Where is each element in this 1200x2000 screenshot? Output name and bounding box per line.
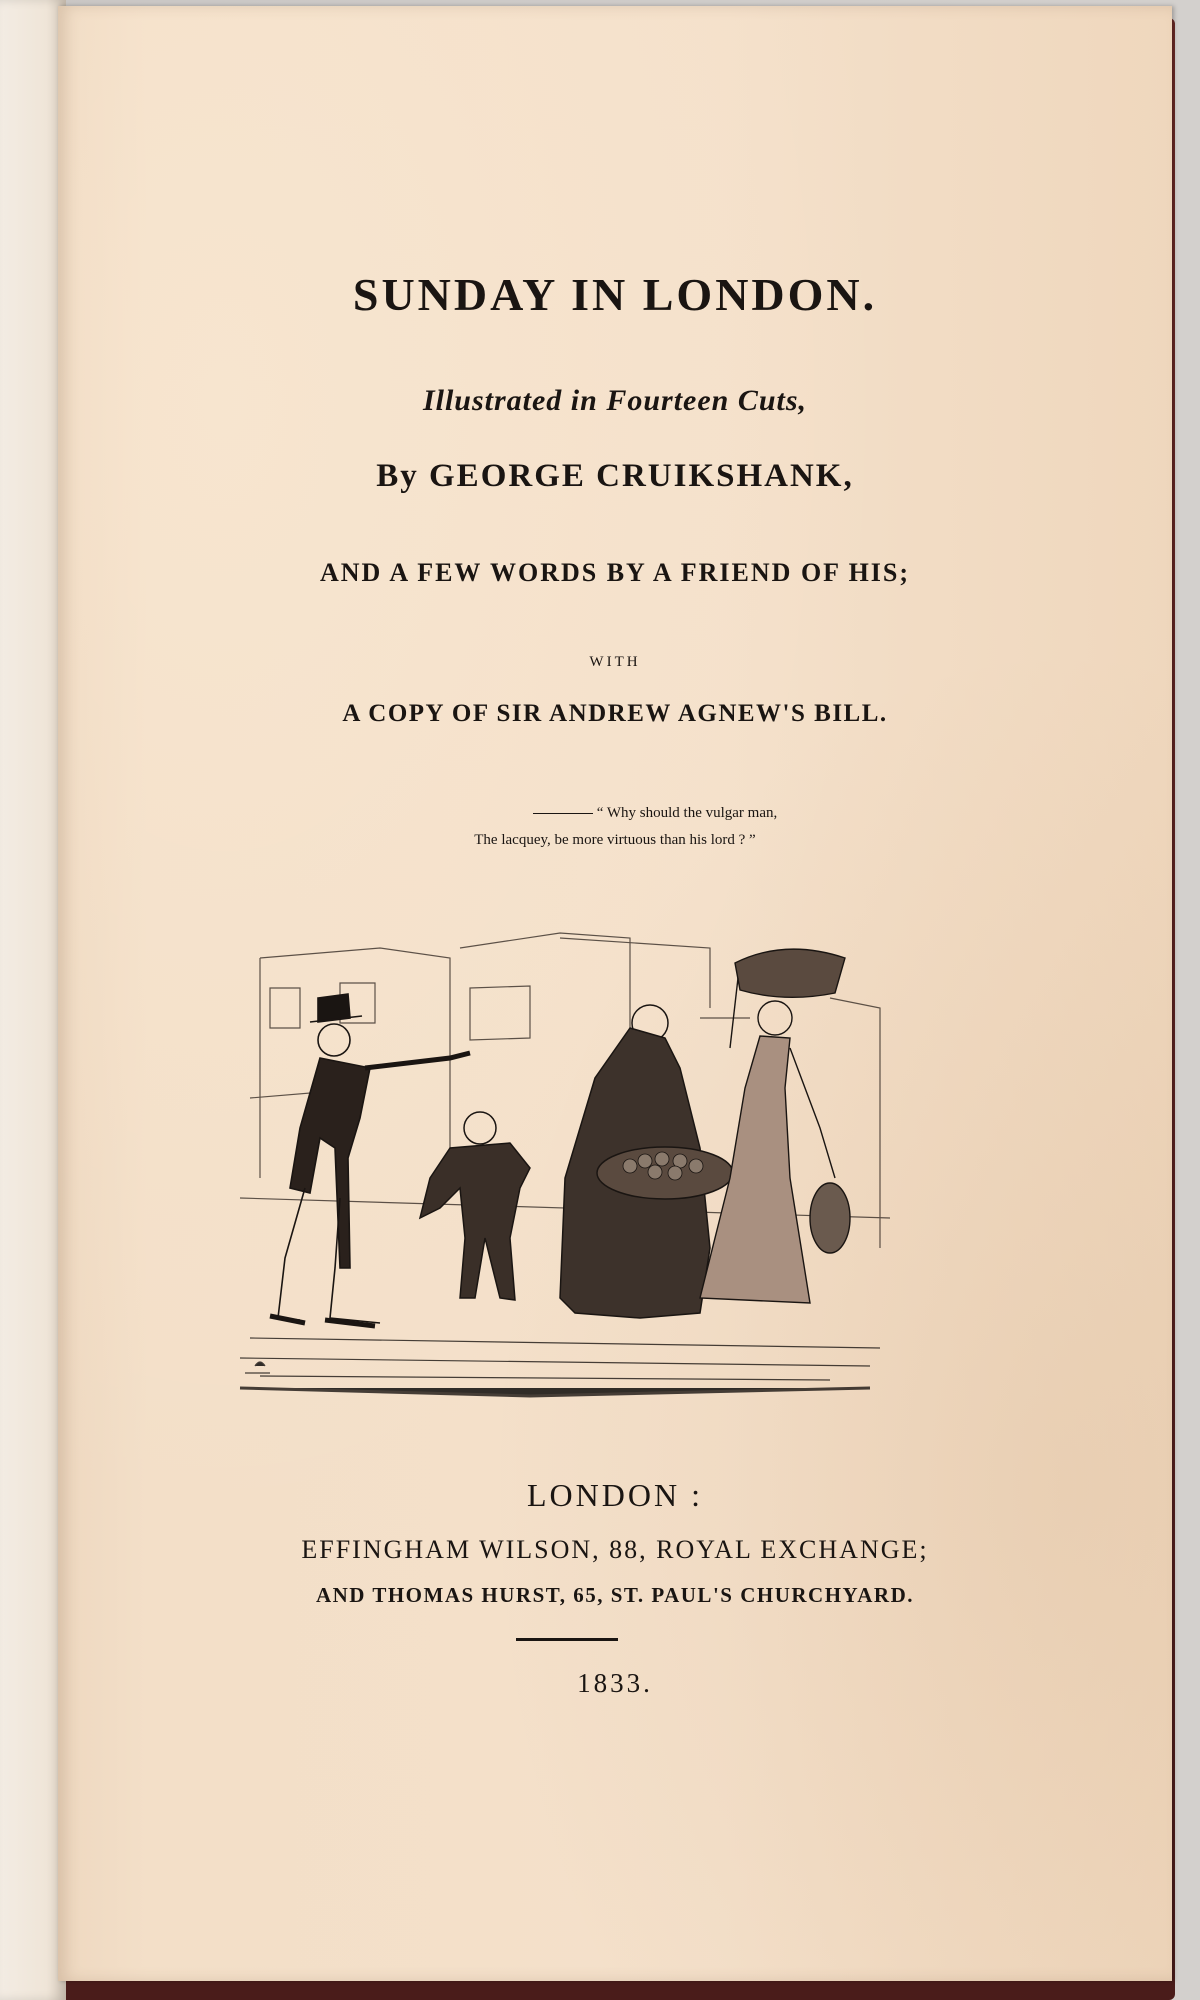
imprint-city: LONDON : [527, 1477, 703, 1513]
left-page-edge [0, 0, 66, 2000]
imprint-rule [516, 1638, 618, 1641]
epigraph-line-1: “ Why should the vulgar man, [596, 805, 778, 821]
imprint-publisher-1: EFFINGHAM WILSON, 88, ROYAL EXCHANGE; [301, 1535, 929, 1564]
book-subtitle: Illustrated in Fourteen Cuts, [422, 384, 808, 417]
bill-line: A COPY OF SIR ANDREW AGNEW'S BILL. [342, 700, 888, 727]
imprint-publisher-2: AND THOMAS HURST, 65, ST. PAUL'S CHURCHYARD. [315, 1583, 915, 1607]
frontispiece-engraving [230, 918, 895, 1408]
epigraph-dash [533, 813, 593, 814]
title-page [58, 6, 1172, 1981]
epigraph-line-2: The lacquey, be more virtuous than his lord ? ” [474, 832, 756, 848]
contributor-line: AND A FEW WORDS BY A FRIEND OF HIS; [319, 558, 911, 587]
author-line: By GEORGE CRUIKSHANK, [376, 458, 854, 494]
with-line: WITH [589, 654, 641, 670]
epigraph [58, 800, 1172, 854]
book-title: SUNDAY IN LONDON. [352, 269, 878, 320]
publication-year: 1833. [577, 1668, 653, 1698]
